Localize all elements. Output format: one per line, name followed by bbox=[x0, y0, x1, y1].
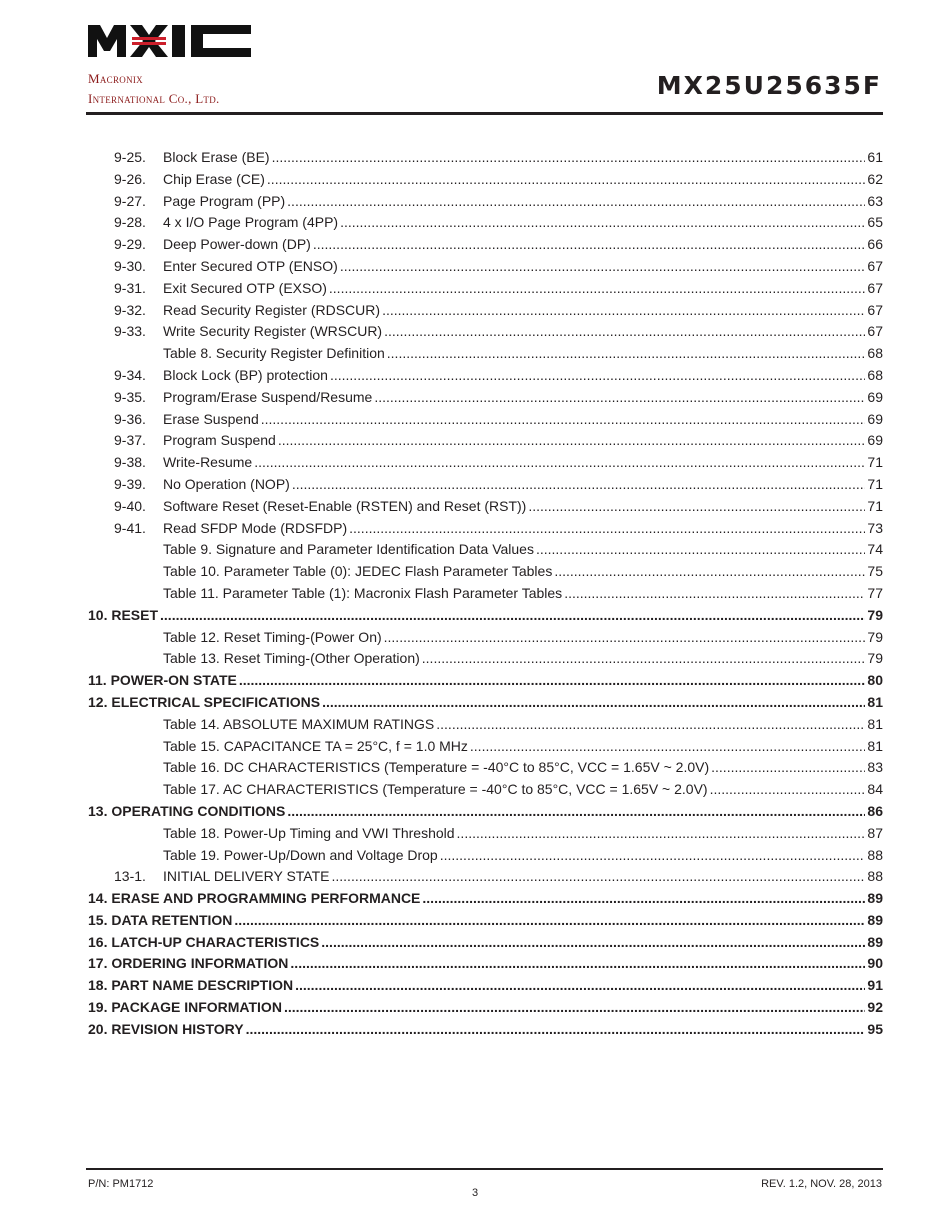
toc-entry-title: Table 15. CAPACITANCE TA = 25°C, f = 1.0 MHz bbox=[163, 737, 468, 754]
toc-entry[interactable] bbox=[88, 147, 883, 169]
company-name bbox=[88, 69, 220, 109]
toc-entry-title: Table 10. Parameter Table (0): JEDEC Flash Parameter Tables bbox=[163, 563, 553, 580]
toc-entry-number: 9-32. bbox=[114, 301, 146, 318]
toc-leader-dots bbox=[554, 561, 865, 583]
toc-entry-number: 9-26. bbox=[114, 170, 146, 187]
toc-entry-page: 83 bbox=[867, 759, 883, 776]
toc-entry-title: 12. ELECTRICAL SPECIFICATIONS bbox=[88, 693, 321, 710]
toc-entry-title: Chip Erase (CE) bbox=[163, 170, 265, 187]
toc-entry-number: 13-1. bbox=[114, 868, 146, 885]
toc-entry[interactable] bbox=[88, 452, 883, 474]
toc-leader-dots bbox=[234, 910, 865, 932]
toc-entry-page: 80 bbox=[867, 672, 883, 689]
toc-leader-dots bbox=[295, 975, 865, 997]
toc-entry-title: 11. POWER-ON STATE bbox=[88, 672, 237, 689]
toc-entry[interactable] bbox=[88, 561, 883, 583]
toc-leader-dots bbox=[374, 387, 865, 409]
toc-entry-page: 69 bbox=[867, 432, 883, 449]
toc-entry-number: 9-37. bbox=[114, 432, 146, 449]
toc-entry-page: 79 bbox=[867, 628, 883, 645]
toc-entry[interactable] bbox=[88, 932, 883, 954]
toc-leader-dots bbox=[384, 627, 866, 649]
toc-entry-number: 9-33. bbox=[114, 323, 146, 340]
toc-entry-title: No Operation (NOP) bbox=[163, 475, 290, 492]
toc-leader-dots bbox=[436, 714, 865, 736]
toc-entry-page: 87 bbox=[867, 824, 883, 841]
toc-entry-number: 9-36. bbox=[114, 410, 146, 427]
toc-entry-number: 9-31. bbox=[114, 279, 146, 296]
toc-leader-dots bbox=[528, 496, 865, 518]
toc-entry-page: 68 bbox=[867, 366, 883, 383]
toc-entry-title: Table 17. AC CHARACTERISTICS (Temperature = -40°C to 85°C, VCC = 1.65V ~ 2.0V) bbox=[163, 781, 708, 798]
toc-entry-title: Exit Secured OTP (EXSO) bbox=[163, 279, 327, 296]
toc-entry-title: Block Lock (BP) protection bbox=[163, 366, 328, 383]
toc-entry-page: 66 bbox=[867, 236, 883, 253]
toc-entry-title: INITIAL DELIVERY STATE bbox=[163, 868, 330, 885]
toc-entry[interactable] bbox=[88, 627, 883, 649]
toc-leader-dots bbox=[536, 539, 865, 561]
toc-entry-title: 14. ERASE AND PROGRAMMING PERFORMANCE bbox=[88, 890, 421, 907]
toc-entry[interactable] bbox=[88, 779, 883, 801]
toc-entry-page: 86 bbox=[867, 802, 883, 819]
mxic-logo bbox=[88, 21, 254, 61]
toc-entry[interactable] bbox=[88, 234, 883, 256]
toc-entry-title: Table 14. ABSOLUTE MAXIMUM RATINGS bbox=[163, 715, 435, 732]
toc-leader-dots bbox=[330, 365, 865, 387]
revision-info: REV. 1.2, NOV. 28, 2013 bbox=[761, 1178, 882, 1190]
toc-entry[interactable] bbox=[88, 1019, 883, 1041]
toc-leader-dots bbox=[160, 605, 865, 627]
toc-entry[interactable] bbox=[88, 888, 883, 910]
toc-entry-page: 89 bbox=[867, 933, 883, 950]
toc-leader-dots bbox=[267, 169, 866, 191]
toc-entry-title: Program/Erase Suspend/Resume bbox=[163, 388, 373, 405]
toc-entry-page: 65 bbox=[867, 214, 883, 231]
toc-entry-title: Table 12. Reset Timing-(Power On) bbox=[163, 628, 382, 645]
toc-entry-title: 15. DATA RETENTION bbox=[88, 911, 233, 928]
toc-entry-page: 81 bbox=[867, 715, 883, 732]
toc-entry-page: 71 bbox=[867, 454, 883, 471]
header-divider bbox=[86, 112, 883, 115]
toc-entry-title: Block Erase (BE) bbox=[163, 149, 270, 165]
toc-leader-dots bbox=[564, 583, 865, 605]
toc-leader-dots bbox=[254, 452, 865, 474]
toc-entry[interactable] bbox=[88, 387, 883, 409]
toc-entry[interactable] bbox=[88, 278, 883, 300]
toc-entry-title: Erase Suspend bbox=[163, 410, 259, 427]
toc-entry[interactable] bbox=[88, 714, 883, 736]
toc-leader-dots bbox=[711, 757, 865, 779]
toc-entry[interactable] bbox=[88, 583, 883, 605]
toc-entry-title: Page Program (PP) bbox=[163, 192, 286, 209]
toc-entry-page: 89 bbox=[867, 911, 883, 928]
toc-entry-page: 73 bbox=[867, 519, 883, 536]
toc-entry[interactable] bbox=[88, 670, 883, 692]
toc-entry-page: 67 bbox=[867, 323, 883, 340]
toc-entry-page: 68 bbox=[867, 345, 883, 362]
toc-entry-page: 89 bbox=[867, 890, 883, 907]
toc-leader-dots bbox=[321, 932, 865, 954]
toc-entry-title: Table 18. Power-Up Timing and VWI Threshold bbox=[163, 824, 455, 841]
toc-entry-title: Table 13. Reset Timing-(Other Operation) bbox=[163, 650, 420, 667]
toc-entry[interactable] bbox=[88, 474, 883, 496]
toc-entry-page: 88 bbox=[867, 868, 883, 885]
toc-entry-title: Deep Power-down (DP) bbox=[163, 236, 311, 253]
toc-entry-title: Read SFDP Mode (RDSFDP) bbox=[163, 519, 348, 536]
toc-entry-number: 9-39. bbox=[114, 475, 146, 492]
toc-entry-title: Table 8. Security Register Definition bbox=[163, 345, 385, 362]
toc-leader-dots bbox=[457, 823, 866, 845]
toc-leader-dots bbox=[287, 801, 865, 823]
toc-entry-page: 61 bbox=[867, 149, 883, 165]
toc-entry[interactable] bbox=[88, 365, 883, 387]
toc-entry-page: 67 bbox=[867, 279, 883, 296]
toc-entry-page: 91 bbox=[867, 977, 883, 994]
toc-entry-title: 10. RESET bbox=[88, 606, 159, 623]
toc-leader-dots bbox=[322, 692, 865, 714]
toc-leader-dots bbox=[290, 953, 865, 975]
toc-entry[interactable] bbox=[88, 997, 883, 1019]
toc-entry-number: 9-30. bbox=[114, 257, 146, 274]
toc-entry[interactable] bbox=[88, 409, 883, 431]
toc-leader-dots bbox=[272, 147, 866, 169]
footer-divider bbox=[86, 1168, 883, 1170]
toc-leader-dots bbox=[284, 997, 865, 1019]
toc-leader-dots bbox=[349, 518, 865, 540]
toc-entry-title: Read Security Register (RDSCUR) bbox=[163, 301, 381, 318]
toc-entry[interactable] bbox=[88, 757, 883, 779]
toc-leader-dots bbox=[387, 343, 866, 365]
toc-leader-dots bbox=[329, 278, 866, 300]
toc-entry[interactable] bbox=[88, 343, 883, 365]
toc-entry-page: 69 bbox=[867, 388, 883, 405]
toc-entry[interactable] bbox=[88, 910, 883, 932]
toc-entry-number: 9-34. bbox=[114, 366, 146, 383]
toc-entry-title: Table 11. Parameter Table (1): Macronix Flash Parameter Tables bbox=[163, 584, 563, 601]
toc-entry-number: 9-38. bbox=[114, 454, 146, 471]
toc-entry-page: 69 bbox=[867, 410, 883, 427]
toc-entry-page: 79 bbox=[867, 650, 883, 667]
part-number: P/N: PM1712 bbox=[88, 1178, 154, 1190]
toc-entry-page: 67 bbox=[867, 301, 883, 318]
toc-entry-title: Program Suspend bbox=[163, 432, 276, 449]
table-of-contents bbox=[88, 147, 883, 1041]
toc-entry-number: 9-41. bbox=[114, 519, 146, 536]
toc-entry-title: 13. OPERATING CONDITIONS bbox=[88, 802, 286, 819]
toc-entry-page: 71 bbox=[867, 497, 883, 514]
company-name-line1: Macronix bbox=[88, 71, 143, 86]
toc-entry-page: 79 bbox=[867, 606, 883, 623]
toc-leader-dots bbox=[287, 191, 865, 213]
toc-entry[interactable] bbox=[88, 823, 883, 845]
toc-leader-dots bbox=[261, 409, 866, 431]
toc-entry-title: 19. PACKAGE INFORMATION bbox=[88, 999, 282, 1016]
toc-leader-dots bbox=[422, 888, 865, 910]
page-number: 3 bbox=[471, 1187, 479, 1199]
toc-leader-dots bbox=[470, 736, 866, 758]
toc-leader-dots bbox=[440, 845, 866, 867]
toc-entry[interactable] bbox=[88, 975, 883, 997]
toc-leader-dots bbox=[710, 779, 866, 801]
toc-entry-title: Software Reset (Reset-Enable (RSTEN) and Reset (RST)) bbox=[163, 497, 527, 514]
toc-entry[interactable] bbox=[88, 692, 883, 714]
toc-entry-page: 62 bbox=[867, 170, 883, 187]
toc-entry-number: 9-28. bbox=[114, 214, 146, 231]
toc-entry[interactable] bbox=[88, 866, 883, 888]
toc-leader-dots bbox=[340, 256, 866, 278]
toc-entry-page: 71 bbox=[867, 475, 883, 492]
toc-entry[interactable] bbox=[88, 518, 883, 540]
toc-entry[interactable] bbox=[88, 648, 883, 670]
toc-entry[interactable] bbox=[88, 845, 883, 867]
toc-entry-page: 77 bbox=[867, 584, 883, 601]
toc-entry-title: Write Security Register (WRSCUR) bbox=[163, 323, 383, 340]
toc-entry-number: 9-27. bbox=[114, 192, 146, 209]
toc-entry-number: 9-40. bbox=[114, 497, 146, 514]
toc-entry[interactable] bbox=[88, 321, 883, 343]
toc-leader-dots bbox=[382, 300, 865, 322]
toc-entry[interactable] bbox=[88, 736, 883, 758]
toc-entry[interactable] bbox=[88, 605, 883, 627]
toc-entry[interactable] bbox=[88, 496, 883, 518]
toc-leader-dots bbox=[313, 234, 866, 256]
toc-entry[interactable] bbox=[88, 539, 883, 561]
toc-entry[interactable] bbox=[88, 256, 883, 278]
toc-entry-page: 84 bbox=[867, 781, 883, 798]
toc-leader-dots bbox=[292, 474, 866, 496]
toc-entry-page: 75 bbox=[867, 563, 883, 580]
toc-entry-title: Table 9. Signature and Parameter Identification Data Values bbox=[163, 541, 534, 558]
toc-entry-page: 92 bbox=[867, 999, 883, 1016]
toc-entry-title: Table 16. DC CHARACTERISTICS (Temperature = -40°C to 85°C, VCC = 1.65V ~ 2.0V) bbox=[163, 759, 710, 776]
toc-entry[interactable] bbox=[88, 191, 883, 213]
toc-entry-page: 74 bbox=[867, 541, 883, 558]
toc-entry[interactable] bbox=[88, 212, 883, 234]
toc-entry-page: 95 bbox=[867, 1020, 883, 1037]
toc-leader-dots bbox=[278, 430, 866, 452]
toc-entry-page: 63 bbox=[867, 192, 883, 209]
toc-entry[interactable] bbox=[88, 169, 883, 191]
toc-entry-number: 9-35. bbox=[114, 388, 146, 405]
toc-entry-title: 18. PART NAME DESCRIPTION bbox=[88, 977, 294, 994]
toc-entry-title: Table 19. Power-Up/Down and Voltage Drop bbox=[163, 846, 438, 863]
toc-entry-title: 17. ORDERING INFORMATION bbox=[88, 955, 289, 972]
toc-entry-number: 9-25. bbox=[114, 149, 146, 165]
toc-entry-title: Write-Resume bbox=[163, 454, 253, 471]
toc-leader-dots bbox=[332, 866, 866, 888]
toc-entry-title: 16. LATCH-UP CHARACTERISTICS bbox=[88, 933, 320, 950]
toc-entry-number: 9-29. bbox=[114, 236, 146, 253]
toc-leader-dots bbox=[422, 648, 866, 670]
toc-entry-title: 4 x I/O Page Program (4PP) bbox=[163, 214, 339, 231]
toc-entry-page: 67 bbox=[867, 257, 883, 274]
product-title: MX25U25635F bbox=[656, 71, 882, 100]
toc-entry-title: 20. REVISION HISTORY bbox=[88, 1020, 244, 1037]
toc-leader-dots bbox=[384, 321, 865, 343]
toc-entry[interactable] bbox=[88, 300, 883, 322]
toc-leader-dots bbox=[239, 670, 866, 692]
company-name-line2: International Co., Ltd. bbox=[88, 91, 220, 106]
toc-leader-dots bbox=[340, 212, 865, 234]
toc-entry[interactable] bbox=[88, 430, 883, 452]
toc-entry-page: 88 bbox=[867, 846, 883, 863]
toc-entry-page: 81 bbox=[867, 693, 883, 710]
toc-leader-dots bbox=[246, 1019, 866, 1041]
toc-entry-page: 81 bbox=[867, 737, 883, 754]
toc-entry[interactable] bbox=[88, 801, 883, 823]
toc-entry-page: 90 bbox=[867, 955, 883, 972]
toc-entry-title: Enter Secured OTP (ENSO) bbox=[163, 257, 338, 274]
toc-entry[interactable] bbox=[88, 953, 883, 975]
